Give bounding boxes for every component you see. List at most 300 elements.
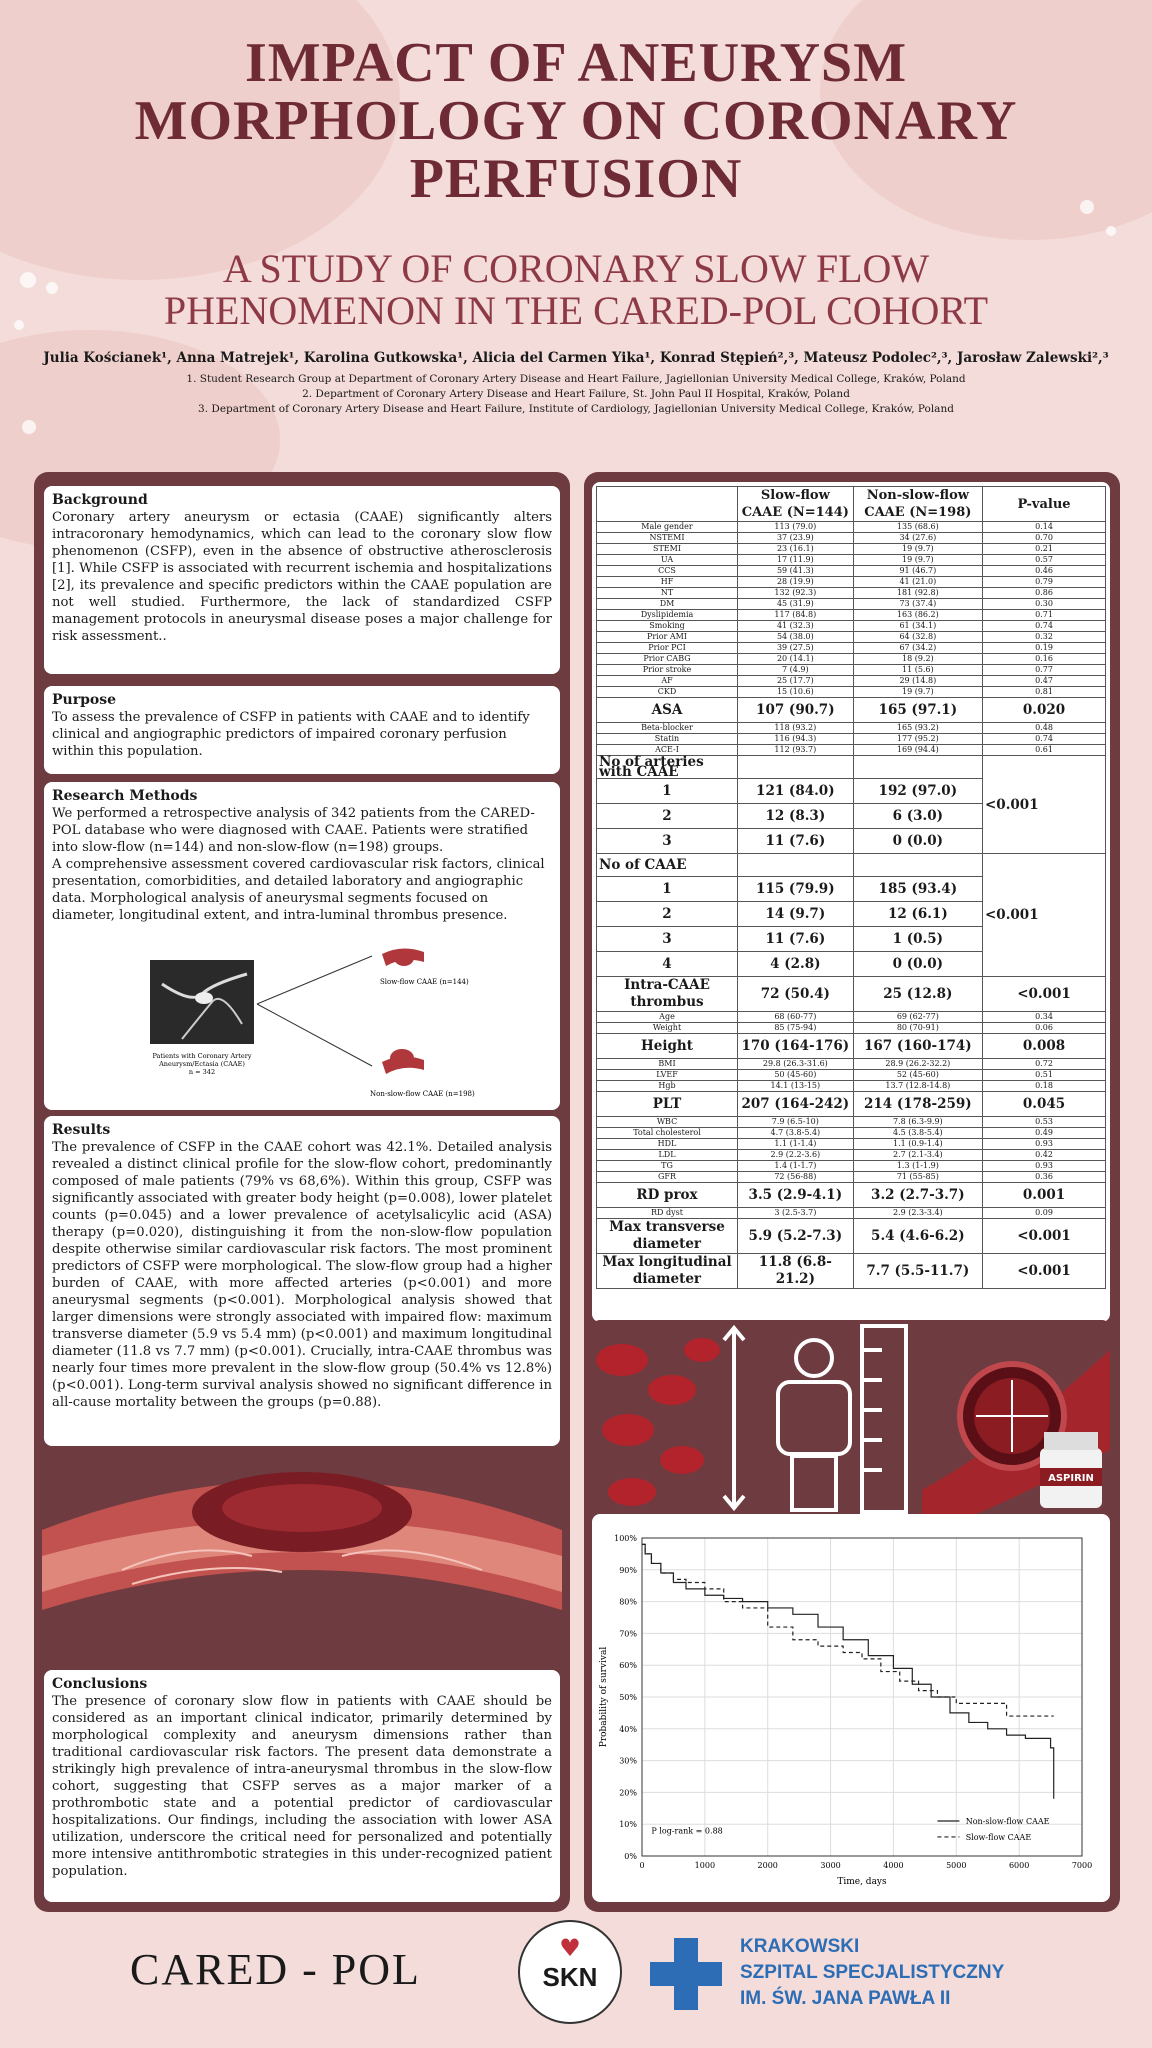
table-row <box>597 1023 1106 1034</box>
table-cell: 19 (9.7) <box>853 687 982 698</box>
table-cell: 0.57 <box>983 555 1106 566</box>
conclusions-section <box>44 1670 560 1902</box>
affiliation: 1. Student Research Group at Department of Coronary Artery Disease and Heart Failure, Jagiellonian University Medical College, Kraków, Poland <box>186 373 966 385</box>
table-cell: 68 (60-77) <box>738 1012 854 1023</box>
table-cell: Smoking <box>597 621 738 632</box>
table-cell: 91 (46.7) <box>853 566 982 577</box>
study-design-diagram <box>52 944 552 1104</box>
y-tick-label: 100% <box>614 1534 637 1543</box>
table-cell: 0.001 <box>983 1183 1106 1208</box>
table-cell: 0.49 <box>983 1128 1106 1139</box>
table-cell: 177 (95.2) <box>853 734 982 745</box>
table-cell: 113 (79.0) <box>738 522 854 533</box>
table-cell: 19 (9.7) <box>853 555 982 566</box>
table-cell: 0.32 <box>983 632 1106 643</box>
table-cell: 61 (34.1) <box>853 621 982 632</box>
table-cell: 69 (62-77) <box>853 1012 982 1023</box>
table-cell: 0.61 <box>983 745 1106 756</box>
table-row <box>597 676 1106 687</box>
table-row <box>597 1092 1106 1117</box>
table-cell: 2.7 (2.1-3.4) <box>853 1150 982 1161</box>
x-tick-label: 0 <box>639 1861 645 1870</box>
poster-title <box>0 34 1152 208</box>
table-cell: 0.34 <box>983 1012 1106 1023</box>
table-row <box>597 665 1106 676</box>
hospital-line: SZPITAL SPECJALISTYCZNY <box>740 1962 1005 1983</box>
table-cell: 85 (75-94) <box>738 1023 854 1034</box>
table-row <box>597 698 1106 723</box>
table-cell: 59 (41.3) <box>738 566 854 577</box>
table-row <box>597 555 1106 566</box>
y-tick-label: 70% <box>619 1629 637 1639</box>
table-cell: 11 (7.6) <box>738 829 854 854</box>
table-cell: 19 (9.7) <box>853 544 982 555</box>
table-cell: 0.74 <box>983 734 1106 745</box>
table-cell: 0.93 <box>983 1139 1106 1150</box>
table-row <box>597 1128 1106 1139</box>
table-cell: STEMI <box>597 544 738 555</box>
table-cell: 28 (19.9) <box>738 577 854 588</box>
diagram-label-patients: Aneurysm/Ectasia (CAAE) <box>159 1060 245 1068</box>
section-text: The presence of coronary slow flow in patients with CAAE should be considered as an important clinical indicator, primarily determined by morphological complexity and aneurysm dimensions rather than traditional cardiovascular risk factors. The present data demonstrate a strikingly high prevalence of intra-aneurysmal thrombus in the slow-flow cohort, suggesting that CSFP serves as a major marker of a prothrombotic state and a potential predictor of cardiovascular hospitalizations. Our findings, including the association with lower ASA utilization, underscore the critical need for personalized and potentially more intensive antithrombotic strategies in this under-recognized patient population. <box>52 1694 552 1879</box>
table-row <box>597 1172 1106 1183</box>
table-cell: 1 <box>597 779 738 804</box>
table-cell: HDL <box>597 1139 738 1150</box>
table-group-label: No of arteries with CAAE <box>597 756 738 779</box>
table-cell: 4.7 (3.8-5.4) <box>738 1128 854 1139</box>
table-cell: 3.5 (2.9-4.1) <box>738 1183 854 1208</box>
table-cell: Male gender <box>597 522 738 533</box>
table-header: P-value <box>983 487 1106 522</box>
table-row <box>597 1254 1106 1289</box>
affiliation: 2. Department of Coronary Artery Disease and Heart Failure, St. John Paul II Hospital, Kraków, Poland <box>302 388 850 400</box>
table-cell: 41 (21.0) <box>853 577 982 588</box>
table-cell: 135 (68.6) <box>853 522 982 533</box>
hospital-name <box>740 1934 1004 2012</box>
section-heading: Background <box>52 492 148 508</box>
table-cell: WBC <box>597 1117 738 1128</box>
table-cell: 67 (34.2) <box>853 643 982 654</box>
x-tick-label: 7000 <box>1071 1861 1093 1870</box>
table-cell: 11 (7.6) <box>738 927 854 952</box>
y-axis-label: Probability of survival <box>599 1646 609 1748</box>
table-cell: 0.81 <box>983 687 1106 698</box>
table-cell: 181 (92.8) <box>853 588 982 599</box>
table-row <box>597 1139 1106 1150</box>
table-cell: 116 (94.3) <box>738 734 854 745</box>
results-section <box>44 1116 560 1446</box>
table-group-label: No of CAAE <box>597 854 738 877</box>
table-cell: 52 (45-60) <box>853 1070 982 1081</box>
table-cell: 5.9 (5.2-7.3) <box>738 1219 854 1254</box>
table-cell: 0.16 <box>983 654 1106 665</box>
table-cell: 0.48 <box>983 723 1106 734</box>
table-cell: 0 (0.0) <box>853 829 982 854</box>
table-cell: 0.70 <box>983 533 1106 544</box>
table-cell: 7.9 (6.5-10) <box>738 1117 854 1128</box>
table-row <box>597 1034 1106 1059</box>
table-row <box>597 723 1106 734</box>
purpose-section <box>44 686 560 774</box>
table-cell: 0.53 <box>983 1117 1106 1128</box>
y-tick-label: 80% <box>619 1597 637 1607</box>
table-cell: 165 (97.1) <box>853 698 982 723</box>
table-cell: 1.1 (0.9-1.4) <box>853 1139 982 1150</box>
table-cell: 0.045 <box>983 1092 1106 1117</box>
table-row <box>597 599 1106 610</box>
table-cell: 117 (84.8) <box>738 610 854 621</box>
table-cell: Prior stroke <box>597 665 738 676</box>
table-cell: <0.001 <box>983 854 1106 977</box>
table-cell: CCS <box>597 566 738 577</box>
table-cell: 3 <box>597 829 738 854</box>
decorative-dot <box>1106 226 1116 236</box>
hospital-line: KRAKOWSKI <box>740 1936 860 1957</box>
table-cell: 167 (160-174) <box>853 1034 982 1059</box>
table-row <box>597 544 1106 555</box>
subtitle-line: A STUDY OF CORONARY SLOW FLOW <box>222 246 930 291</box>
diagram-label-nonslow: Non-slow-flow CAAE (n=198) <box>370 1090 475 1098</box>
poster-subtitle <box>0 248 1152 332</box>
table-cell: 2.9 (2.3-3.4) <box>853 1208 982 1219</box>
table-cell: 4.5 (3.8-5.4) <box>853 1128 982 1139</box>
table-cell: 2.9 (2.2-3.6) <box>738 1150 854 1161</box>
y-tick-label: 90% <box>619 1565 637 1575</box>
decorative-dot <box>22 420 36 434</box>
y-tick-label: 30% <box>619 1756 637 1766</box>
table-cell: ACE-I <box>597 745 738 756</box>
table-row <box>597 1208 1106 1219</box>
table-row <box>597 854 1106 877</box>
table-row <box>597 610 1106 621</box>
table-cell: 23 (16.1) <box>738 544 854 555</box>
table-cell: 0.51 <box>983 1070 1106 1081</box>
table-row <box>597 1150 1106 1161</box>
table-cell: 0.93 <box>983 1161 1106 1172</box>
table-cell: TG <box>597 1161 738 1172</box>
table-cell: 207 (164-242) <box>738 1092 854 1117</box>
table-cell: 115 (79.9) <box>738 877 854 902</box>
y-tick-label: 10% <box>619 1820 637 1830</box>
table-row <box>597 522 1106 533</box>
table-cell: 1.1 (1-1.4) <box>738 1139 854 1150</box>
table-cell: CKD <box>597 687 738 698</box>
section-text: The prevalence of CSFP in the CAAE cohort was 42.1%. Detailed analysis revealed a distinct clinical profile for the slow-flow cohort, predominantly composed of male patients (79% vs 68,6%). Within this group, CSFP was significantly associated with greater body height (p=0.008), lower platelet counts (p=0.045) and a lower prevalence of acetylsalicylic acid (ASA) therapy (p=0.020), distinguishing it from the non-slow-flow population despite otherwise similar cardiovascular risk factors. The most prominent predictors of CSFP were morphological. The slow-flow group had a higher burden of CAAE, with more affected arteries (p<0.001) and more aneurysmal segments (p<0.001). Morphological analysis showed that larger dimensions were strongly associated with impaired flow: maximum transverse diameter (5.9 vs 5.4 mm) (p<0.001) and maximum longitudinal diameter (11.8 vs 7.7 mm) (p<0.001). Crucially, intra-CAAE thrombus was nearly four times more prevalent in the slow-flow group (50.4% vs 12.8%) (p<0.001). Long-term survival analysis showed no significant difference in all-cause mortality between the groups (p=0.88). <box>52 1140 552 1410</box>
table-cell: 170 (164-176) <box>738 1034 854 1059</box>
table-cell: DM <box>597 599 738 610</box>
table-cell: 1 <box>597 877 738 902</box>
diagram-label-patients: Patients with Coronary Artery <box>152 1052 252 1060</box>
table-cell: GFR <box>597 1172 738 1183</box>
table-row <box>597 756 1106 779</box>
y-tick-label: 0% <box>624 1852 637 1861</box>
table-cell: 0.020 <box>983 698 1106 723</box>
author-list: Julia Kościanek¹, Anna Matrejek¹, Karolina Gutkowska¹, Alicia del Carmen Yika¹, Konrad Stępień²,³, Mateusz Podolec²,³, Jarosław Zalewski²,³ <box>43 350 1109 366</box>
table-cell: 18 (9.2) <box>853 654 982 665</box>
table-cell: 14.1 (13-15) <box>738 1081 854 1092</box>
table-cell: 0.71 <box>983 610 1106 621</box>
background-section <box>44 486 560 674</box>
table-header: Slow-flow CAAE (N=144) <box>738 487 854 522</box>
table-cell: AF <box>597 676 738 687</box>
table-cell: 185 (93.4) <box>853 877 982 902</box>
survival-chart-card <box>592 1514 1110 1902</box>
table-cell: 41 (32.3) <box>738 621 854 632</box>
table-cell: PLT <box>597 1092 738 1117</box>
table-cell: 3.2 (2.7-3.7) <box>853 1183 982 1208</box>
table-cell: 72 (50.4) <box>738 977 854 1012</box>
y-tick-label: 50% <box>619 1693 637 1702</box>
table-cell: 54 (38.0) <box>738 632 854 643</box>
results-table <box>596 486 1106 1289</box>
table-cell: 0.79 <box>983 577 1106 588</box>
table-row <box>597 687 1106 698</box>
table-cell: Intra-CAAE thrombus <box>597 977 738 1012</box>
table-cell: 0.77 <box>983 665 1106 676</box>
table-cell: 64 (32.8) <box>853 632 982 643</box>
table-cell: 169 (94.4) <box>853 745 982 756</box>
section-text: A comprehensive assessment covered cardiovascular risk factors, clinical presentation, comorbidities, and detailed laboratory and angiographic data. Morphological analysis of aneurysmal segments focused on diameter, longitudinal extent, and intra-luminal thrombus presence. <box>52 857 545 923</box>
table-header <box>597 487 738 522</box>
aspirin-bottle-icon <box>1040 1432 1102 1508</box>
table-cell: 15 (10.6) <box>738 687 854 698</box>
y-tick-label: 40% <box>619 1724 637 1734</box>
section-heading: Purpose <box>52 692 116 708</box>
table-row <box>597 1183 1106 1208</box>
affiliation: 3. Department of Coronary Artery Disease and Heart Failure, Institute of Cardiology, Jagiellonian University Medical College, Kraków, Poland <box>198 403 954 415</box>
table-cell: 0 (0.0) <box>853 952 982 977</box>
artery-icon <box>382 1049 424 1074</box>
table-cell: 11.8 (6.8-21.2) <box>738 1254 854 1289</box>
table-cell: NT <box>597 588 738 599</box>
table-row <box>597 632 1106 643</box>
table-cell: 50 (45-60) <box>738 1070 854 1081</box>
x-tick-label: 3000 <box>820 1861 841 1870</box>
table-cell: 7.8 (6.3-9.9) <box>853 1117 982 1128</box>
x-tick-label: 1000 <box>694 1861 716 1870</box>
table-cell: ASA <box>597 698 738 723</box>
affiliation-list <box>0 372 1152 417</box>
table-row <box>597 566 1106 577</box>
cared-pol-logo: CARED - POL <box>130 1945 421 1994</box>
table-cell: 1.3 (1-1.9) <box>853 1161 982 1172</box>
table-cell: Max transverse diameter <box>597 1219 738 1254</box>
diagram-label-patients: n = 342 <box>188 1068 216 1076</box>
table-cell: Prior PCI <box>597 643 738 654</box>
table-cell: 0.46 <box>983 566 1106 577</box>
table-cell: Weight <box>597 1023 738 1034</box>
skn-logo <box>518 1920 622 2024</box>
table-cell: 0.19 <box>983 643 1106 654</box>
table-cell: 12 (8.3) <box>738 804 854 829</box>
table-cell: 71 (55-85) <box>853 1172 982 1183</box>
table-cell: 4 (2.8) <box>738 952 854 977</box>
x-tick-label: 5000 <box>946 1861 967 1870</box>
table-row <box>597 1070 1106 1081</box>
section-text: Coronary artery aneurysm or ectasia (CAAE) significantly alters intracoronary hemodynamics, which can lead to the coronary slow flow phenomenon (CSFP), even in the absence of obstructive atherosclerosis [1]. While CSFP is associated with recurrent ischemia and hospitalizations [2], its prevalence and specific predictors within the CAAE population are not well studied. Furthermore, the lack of standardized CSFP management protocols in aneurysmal disease poses a major challenge for risk assessment.. <box>52 510 552 644</box>
table-cell: 29 (14.8) <box>853 676 982 687</box>
table-cell: LDL <box>597 1150 738 1161</box>
table-cell: <0.001 <box>983 1254 1106 1289</box>
table-cell: 7 (4.9) <box>738 665 854 676</box>
aneurysm-thrombus-illustration <box>42 1460 562 1660</box>
table-cell: Age <box>597 1012 738 1023</box>
table-cell: 72 (56-88) <box>738 1172 854 1183</box>
table-row <box>597 577 1106 588</box>
table-cell: NSTEMI <box>597 533 738 544</box>
title-line: PERFUSION <box>409 148 743 210</box>
table-cell: 0.42 <box>983 1150 1106 1161</box>
table-cell: 0.47 <box>983 676 1106 687</box>
table-cell: 0.72 <box>983 1059 1106 1070</box>
table-cell: 12 (6.1) <box>853 902 982 927</box>
table-cell: RD prox <box>597 1183 738 1208</box>
table-cell: 163 (86.2) <box>853 610 982 621</box>
table-cell: 0.30 <box>983 599 1106 610</box>
table-row <box>597 1059 1106 1070</box>
hospital-cross-icon <box>648 1936 724 2012</box>
table-cell: 165 (93.2) <box>853 723 982 734</box>
table-cell: 28.9 (26.2-32.2) <box>853 1059 982 1070</box>
table-cell: 121 (84.0) <box>738 779 854 804</box>
heart-hand-icon: ♥ <box>559 1934 581 1962</box>
table-row <box>597 654 1106 665</box>
table-cell: Dyslipidemia <box>597 610 738 621</box>
table-cell: 0.008 <box>983 1034 1106 1059</box>
table-cell: <0.001 <box>983 977 1106 1012</box>
table-cell: 37 (23.9) <box>738 533 854 544</box>
section-heading: Results <box>52 1122 111 1138</box>
section-text: To assess the prevalence of CSFP in patients with CAAE and to identify clinical and angiographic predictors of impaired coronary perfusion within this population. <box>52 710 530 759</box>
table-row <box>597 533 1106 544</box>
table-cell: 2 <box>597 804 738 829</box>
table-cell: 80 (70-91) <box>853 1023 982 1034</box>
table-cell: 34 (27.6) <box>853 533 982 544</box>
table-cell: 0.06 <box>983 1023 1106 1034</box>
table-cell: 11 (5.6) <box>853 665 982 676</box>
table-cell: 112 (93.7) <box>738 745 854 756</box>
title-line: MORPHOLOGY ON CORONARY <box>134 90 1018 152</box>
table-cell: 17 (11.9) <box>738 555 854 566</box>
diagram-label-slow: Slow-flow CAAE (n=144) <box>380 978 469 986</box>
table-cell: 5.4 (4.6-6.2) <box>853 1219 982 1254</box>
table-cell: Prior AMI <box>597 632 738 643</box>
table-cell: 25 (12.8) <box>853 977 982 1012</box>
table-cell: 29.8 (26.3-31.6) <box>738 1059 854 1070</box>
legend-label: Non-slow-flow CAAE <box>965 1817 1050 1827</box>
table-cell: 25 (17.7) <box>738 676 854 687</box>
skn-label: SKN <box>542 1962 598 1992</box>
table-cell: 118 (93.2) <box>738 723 854 734</box>
table-cell: RD dyst <box>597 1208 738 1219</box>
table-cell: 1 (0.5) <box>853 927 982 952</box>
table-cell: HF <box>597 577 738 588</box>
table-cell: Statin <box>597 734 738 745</box>
table-cell: 7.7 (5.5-11.7) <box>853 1254 982 1289</box>
methods-section <box>44 782 560 1110</box>
table-cell: <0.001 <box>983 756 1106 854</box>
table-cell: Beta-blocker <box>597 723 738 734</box>
table-cell: UA <box>597 555 738 566</box>
x-tick-label: 6000 <box>1008 1861 1030 1870</box>
table-row <box>597 1117 1106 1128</box>
table-cell: 2 <box>597 902 738 927</box>
svg-text:ASPIRIN: ASPIRIN <box>1048 1473 1094 1484</box>
table-cell: 45 (31.9) <box>738 599 854 610</box>
table-cell: 20 (14.1) <box>738 654 854 665</box>
table-row <box>597 621 1106 632</box>
table-row <box>597 977 1106 1012</box>
table-cell: 0.36 <box>983 1172 1106 1183</box>
hospital-line: IM. ŚW. JANA PAWŁA II <box>740 1988 951 2009</box>
table-row <box>597 643 1106 654</box>
title-line: IMPACT OF ANEURYSM <box>244 32 908 94</box>
table-cell: BMI <box>597 1059 738 1070</box>
y-tick-label: 60% <box>619 1661 637 1671</box>
legend-label: Slow-flow CAAE <box>965 1832 1032 1842</box>
table-cell: 0.18 <box>983 1081 1106 1092</box>
table-cell: 3 (2.5-3.7) <box>738 1208 854 1219</box>
table-cell: 1.4 (1-1.7) <box>738 1161 854 1172</box>
table-cell: Height <box>597 1034 738 1059</box>
table-row <box>597 1219 1106 1254</box>
subtitle-line: PHENOMENON IN THE CARED-POL COHORT <box>163 288 989 333</box>
table-row <box>597 1081 1106 1092</box>
section-text: We performed a retrospective analysis of 342 patients from the CARED-POL database who were diagnosed with CAAE. Patients were stratified into slow-flow (n=144) and non-slow-flow (n=198) groups. <box>52 806 535 855</box>
table-cell: 0.74 <box>983 621 1106 632</box>
table-cell: 0.09 <box>983 1208 1106 1219</box>
table-cell: 192 (97.0) <box>853 779 982 804</box>
table-cell: 13.7 (12.8-14.8) <box>853 1081 982 1092</box>
table-cell: Hgb <box>597 1081 738 1092</box>
survival-chart <box>592 1514 1110 1902</box>
table-row <box>597 588 1106 599</box>
table-cell: 3 <box>597 927 738 952</box>
table-cell: 6 (3.0) <box>853 804 982 829</box>
table-header: Non-slow-flow CAAE (N=198) <box>853 487 982 522</box>
table-cell: 214 (178-259) <box>853 1092 982 1117</box>
table-cell: 4 <box>597 952 738 977</box>
table-cell: 73 (37.4) <box>853 599 982 610</box>
table-cell: Max longitudinal diameter <box>597 1254 738 1289</box>
table-cell: Prior CABG <box>597 654 738 665</box>
results-table-card <box>592 482 1110 1322</box>
table-row <box>597 1161 1106 1172</box>
table-cell: <0.001 <box>983 1219 1106 1254</box>
table-cell: LVEF <box>597 1070 738 1081</box>
table-cell: 0.14 <box>983 522 1106 533</box>
table-cell: 0.86 <box>983 588 1106 599</box>
x-tick-label: 2000 <box>757 1861 778 1870</box>
x-axis-label: Time, days <box>837 1877 887 1887</box>
table-cell: 107 (90.7) <box>738 698 854 723</box>
table-cell: 14 (9.7) <box>738 902 854 927</box>
x-tick-label: 4000 <box>883 1861 904 1870</box>
log-rank-annotation: P log-rank = 0.88 <box>651 1826 723 1836</box>
table-cell: 0.21 <box>983 544 1106 555</box>
section-heading: Research Methods <box>52 788 198 804</box>
section-heading: Conclusions <box>52 1676 148 1692</box>
footer-logos <box>0 1920 1152 2030</box>
table-row <box>597 1012 1106 1023</box>
table-cell: 39 (27.5) <box>738 643 854 654</box>
table-row <box>597 734 1106 745</box>
table-cell: Total cholesterol <box>597 1128 738 1139</box>
artery-icon <box>382 948 424 966</box>
risk-factor-illustration <box>592 1320 1110 1516</box>
table-cell: 132 (92.3) <box>738 588 854 599</box>
y-tick-label: 20% <box>619 1788 637 1798</box>
